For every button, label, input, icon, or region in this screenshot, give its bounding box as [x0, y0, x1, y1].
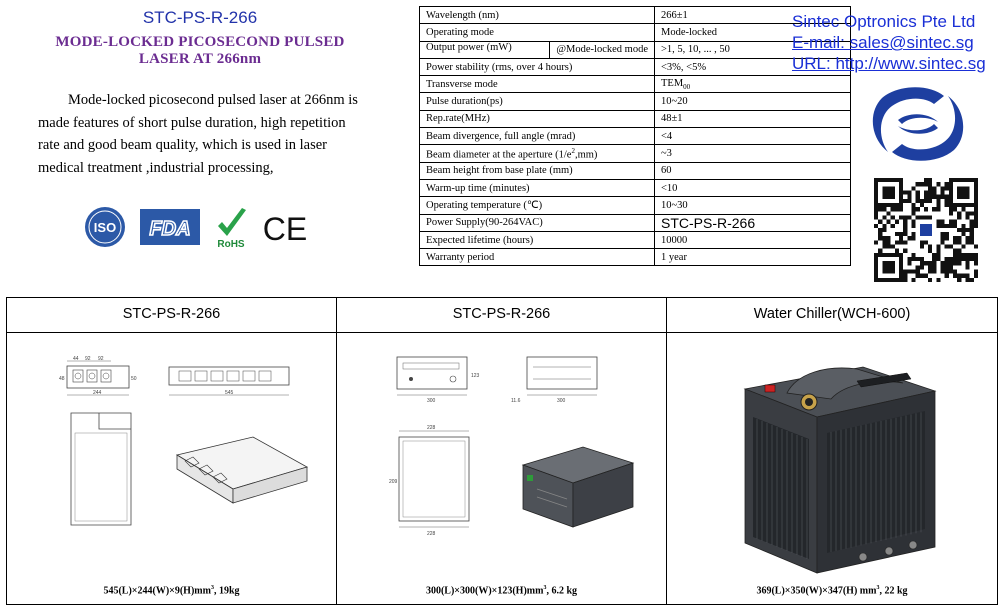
spec-param: Warm-up time (minutes): [420, 179, 655, 196]
spec-row: [420, 197, 851, 214]
spec-value: 10~20: [655, 93, 851, 110]
svg-text:209: 209: [389, 479, 398, 485]
company-email-link[interactable]: E-mail: sales@sintec.sg: [792, 33, 974, 52]
certification-logos: [84, 206, 314, 250]
spec-value: 10~30: [655, 197, 851, 214]
product-grid: [6, 297, 998, 605]
spec-value: 60: [655, 162, 851, 179]
svg-text:300: 300: [557, 398, 566, 404]
fda-logo-icon: [140, 209, 200, 250]
product-dimensions: $300(L)\times 300(W)\times 123(H)mm^3$, 6.2 kg: [425, 584, 578, 596]
product-title: [20, 34, 380, 68]
spec-row: [420, 249, 851, 266]
spec-value: STC-PS-R-266: [655, 214, 851, 231]
spec-param: Output power (mW) @Mode-locked mode: [420, 41, 655, 58]
product-column-power-supply: [337, 298, 667, 604]
svg-text:545: 545: [225, 390, 234, 396]
svg-text:244: 244: [93, 390, 102, 396]
spec-param: Power stability (rms, over 4 hours): [420, 58, 655, 75]
spec-param: Beam divergence, full angle (mrad): [420, 128, 655, 145]
svg-text:48: 48: [59, 376, 65, 382]
spec-param: Operating mode: [420, 24, 655, 41]
product-column-chiller: [667, 298, 997, 604]
svg-text:123: 123: [471, 373, 480, 379]
svg-text:300: 300: [427, 398, 436, 404]
spec-row: [420, 58, 851, 75]
company-url-link[interactable]: URL: http://www.sintec.sg: [792, 54, 986, 73]
spec-value: ~3: [655, 145, 851, 162]
spec-param: Transverse mode: [420, 76, 655, 93]
title-line-2: LASER AT 266nm: [138, 51, 262, 67]
power-supply-drawing: [337, 333, 667, 578]
svg-text:50: 50: [131, 376, 137, 382]
product-header: STC-PS-R-266: [7, 298, 336, 333]
chiller-drawing: [667, 333, 997, 578]
ce-logo-label: CE: [262, 211, 308, 246]
spec-param: Rep.rate(MHz): [420, 110, 655, 127]
spec-row: [420, 128, 851, 145]
svg-text:92: 92: [85, 356, 91, 362]
company-info: [792, 11, 986, 74]
qr-code-icon: [874, 178, 978, 287]
spec-param: Beam diameter at the aperture $(1/e^2,mm)$: [420, 145, 655, 162]
spec-param: Expected lifetime (hours): [420, 231, 655, 248]
product-header: STC-PS-R-266: [337, 298, 666, 333]
company-name: Sintec Optronics Pte Ltd: [792, 12, 976, 31]
product-column-laser: [7, 298, 337, 604]
ce-logo-icon: [262, 210, 308, 251]
product-dimensions: 369(L)×350(W)×347(H) $mm^3$, 22 kg: [756, 584, 908, 596]
spec-value: <3%, <5%: [655, 58, 851, 75]
product-header: Water Chiller(WCH-600): [667, 298, 997, 333]
title-line-1: MODE-LOCKED PICOSECOND PULSED: [55, 34, 345, 50]
svg-text:92: 92: [98, 356, 104, 362]
spec-row: [420, 76, 851, 93]
laser-drawing: [7, 333, 337, 578]
spec-row: [420, 24, 851, 41]
spec-value: 10000: [655, 231, 851, 248]
fda-logo-label: FDA: [149, 218, 191, 240]
svg-text:228: 228: [427, 425, 436, 431]
spec-value: 1 year: [655, 249, 851, 266]
spec-row: [420, 214, 851, 231]
svg-text:44: 44: [73, 356, 79, 362]
spec-param: Power Supply(90-264VAC): [420, 214, 655, 231]
rohs-logo-label: RoHS: [217, 239, 245, 250]
rohs-logo-icon: [214, 206, 250, 255]
spec-row: [420, 93, 851, 110]
spec-value: Mode-locked: [655, 24, 851, 41]
spec-value: $TEM_{00}$: [655, 76, 851, 93]
spec-row: [420, 41, 851, 58]
spec-value: >1, 5, 10, ... , 50: [655, 41, 851, 58]
product-description: Mode-locked picosecond pulsed laser at 266nm is made features of short pulse duration, high repetition rate and good beam quality, which is used in laser medical treatment ,industrial processing,: [38, 92, 358, 176]
spec-param: Pulse duration(ps): [420, 93, 655, 110]
iso-logo-icon: [84, 206, 126, 253]
spec-value: <4: [655, 128, 851, 145]
spec-param: Beam height from base plate (mm): [420, 162, 655, 179]
spec-param: Operating temperature (℃): [420, 197, 655, 214]
spec-row: [420, 162, 851, 179]
company-logo-icon: [858, 82, 978, 171]
svg-text:11.6: 11.6: [511, 398, 521, 404]
spec-row: [420, 7, 851, 24]
product-model: STC-PS-R-266: [142, 8, 258, 27]
svg-text:228: 228: [427, 531, 436, 537]
spec-param: Warranty period: [420, 249, 655, 266]
spec-row: [420, 110, 851, 127]
spec-value: 48±1: [655, 110, 851, 127]
spec-row: [420, 179, 851, 196]
product-dimensions: $545(L)\times 244(W)\times 9(H)mm^3$, 19kg: [103, 584, 240, 596]
spec-row: [420, 145, 851, 162]
spec-row: [420, 231, 851, 248]
spec-value: 266±1: [655, 7, 851, 24]
iso-logo-label: ISO: [93, 220, 117, 235]
spec-param: Wavelength (nm): [420, 7, 655, 24]
spec-value: <10: [655, 179, 851, 196]
spec-table: [419, 6, 851, 266]
